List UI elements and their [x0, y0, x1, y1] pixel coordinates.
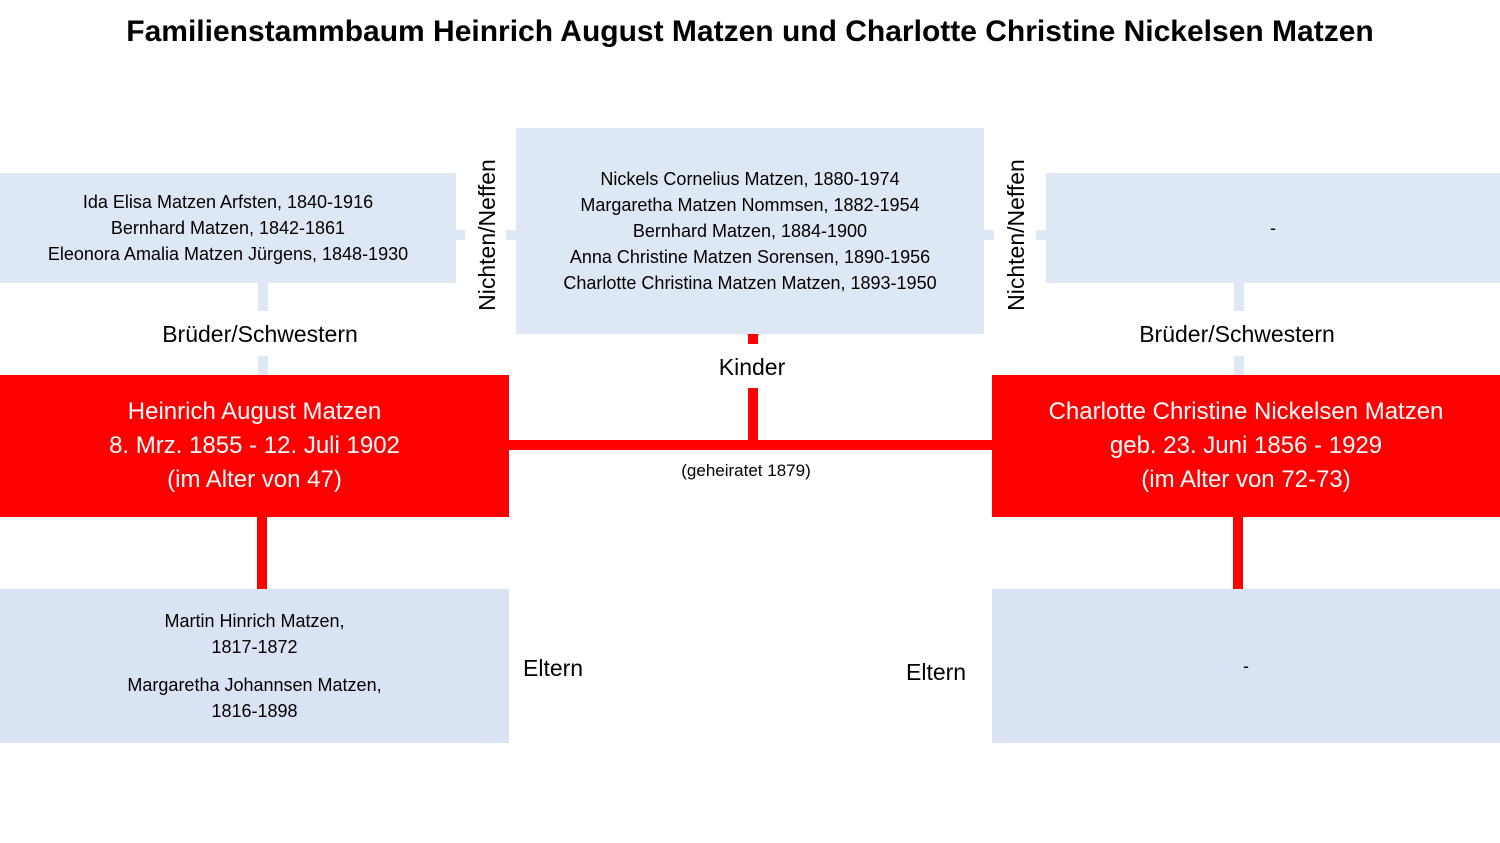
sibling-connector-right-top [1234, 283, 1244, 311]
wife-parents-label: Eltern [906, 659, 967, 685]
child-item: Bernhard Matzen, 1884-1900 [632, 221, 868, 241]
parent-years: 1816-1898 [211, 701, 298, 721]
husband-sibling-item: Ida Elisa Matzen Arfsten, 1840-1916 [82, 192, 374, 212]
husband-parent-entry [164, 608, 344, 660]
sibling-connector-left-top [258, 283, 268, 311]
husband-parents-connector [257, 515, 267, 589]
child-item: Nickels Cornelius Matzen, 1880-1974 [600, 169, 900, 189]
wife-siblings-box [1046, 173, 1500, 283]
wife-name: Charlotte Christine Nickelsen Matzen [1048, 398, 1444, 425]
marriage-note: (geheiratet 1879) [681, 461, 811, 480]
nieces-connector-right-a [984, 230, 994, 240]
children-connector-line [748, 388, 758, 444]
wife-box [992, 375, 1500, 517]
husband-name: Heinrich August Matzen [127, 398, 382, 425]
parent-name: Margaretha Johannsen Matzen, [127, 675, 382, 695]
child-item: Margaretha Matzen Nommsen, 1882-1954 [580, 195, 920, 215]
parent-years: 1817-1872 [211, 637, 298, 657]
sibling-connector-right-bottom [1234, 356, 1244, 376]
children-label: Kinder [718, 354, 786, 380]
husband-box [0, 375, 509, 517]
nieces-connector-left-a [455, 230, 465, 240]
husband-sibling-item: Bernhard Matzen, 1842-1861 [110, 218, 346, 238]
child-item: Anna Christine Matzen Sorensen, 1890-1956 [569, 247, 931, 267]
parent-name: Martin Hinrich Matzen, [164, 611, 345, 631]
wife-siblings-label: Brüder/Schwestern [1139, 321, 1335, 347]
wife-nieces-label: Nichten/Neffen [1003, 159, 1029, 311]
husband-age: (im Alter von 47) [167, 466, 342, 493]
husband-sibling-item: Eleonora Amalia Matzen Jürgens, 1848-1930 [47, 244, 409, 264]
husband-nieces-label: Nichten/Neffen [474, 159, 500, 311]
wife-dates: geb. 23. Juni 1856 - 1929 [1109, 432, 1383, 459]
husband-parents-box [0, 589, 509, 743]
husband-parent-entry [127, 672, 381, 724]
wife-siblings-text: - [1270, 218, 1276, 238]
children-box [516, 128, 984, 334]
wife-age: (im Alter von 72-73) [1141, 466, 1351, 493]
wife-parents-text: - [1243, 656, 1249, 676]
husband-siblings-label: Brüder/Schwestern [162, 321, 358, 347]
page-title: Familienstammbaum Heinrich August Matzen und Charlotte Christine Nickelsen Matzen [126, 15, 1374, 48]
child-item: Charlotte Christina Matzen Matzen, 1893-1950 [563, 273, 937, 293]
husband-siblings-box [0, 173, 456, 283]
nieces-connector-left-b [506, 230, 516, 240]
husband-dates: 8. Mrz. 1855 - 12. Juli 1902 [109, 432, 400, 459]
wife-parents-box [992, 589, 1500, 743]
sibling-connector-left-bottom [258, 356, 268, 376]
wife-parents-connector [1233, 515, 1243, 589]
nieces-connector-right-b [1036, 230, 1046, 240]
husband-parents-label: Eltern [523, 655, 584, 681]
